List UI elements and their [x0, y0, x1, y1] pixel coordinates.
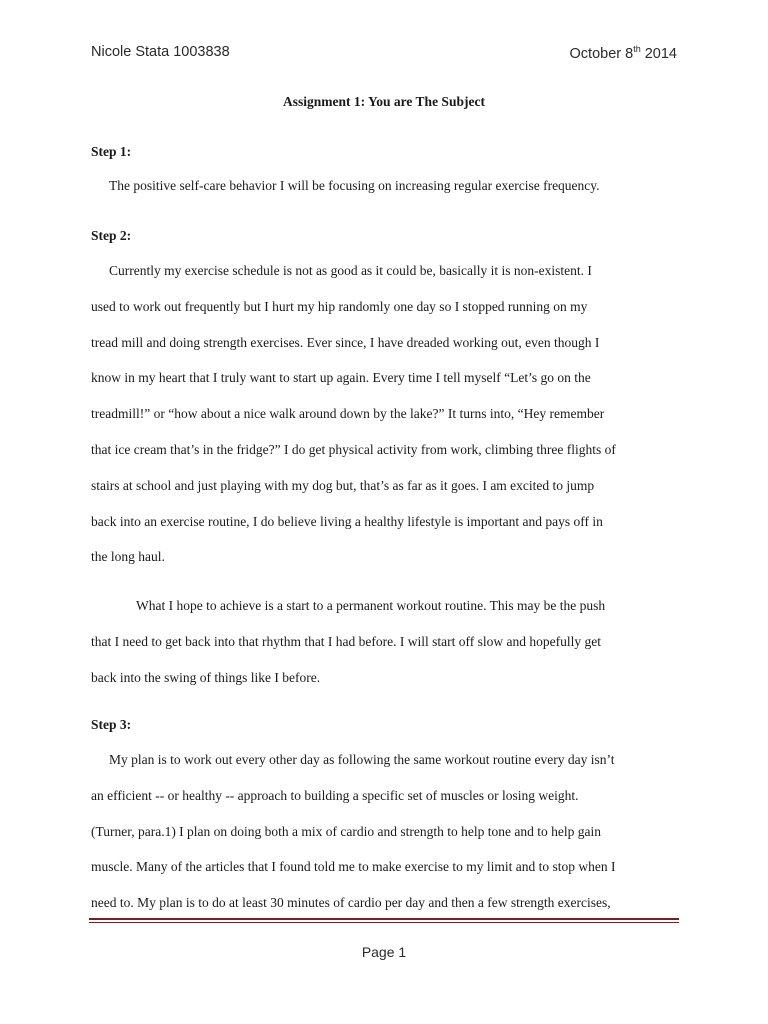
footer-divider-thin — [89, 922, 679, 923]
header-author: Nicole Stata 1003838 — [91, 44, 230, 60]
text-line: that ice cream that’s in the fridge?” I do get physical activity from work, climbing three flights of — [91, 441, 616, 457]
text-line: need to. My plan is to do at least 30 minutes of cardio per day and then a few strength exercises, — [91, 895, 611, 911]
text-line: know in my heart that I truly want to start up again. Every time I tell myself “Let’s go on the — [91, 370, 591, 386]
step2-paragraph-1 — [91, 253, 691, 575]
step1-paragraph — [91, 168, 691, 204]
text-line: the long haul. — [91, 549, 165, 565]
step2-paragraph-2 — [91, 588, 691, 695]
footer-divider-thick — [89, 918, 679, 920]
step2-heading: Step 2: — [91, 228, 132, 243]
header-date-day: October 8 — [569, 45, 634, 62]
step3-paragraph — [91, 742, 691, 921]
header-date — [570, 44, 677, 62]
text-line: muscle. Many of the articles that I found told me to make exercise to my limit and to stop when I — [91, 859, 616, 875]
text-line: that I need to get back into that rhythm that I had before. I will start off slow and hopefully get — [91, 633, 601, 649]
text-line: back into the swing of things like I before. — [91, 669, 321, 685]
step1-heading: Step 1: — [91, 144, 132, 159]
text-line: back into an exercise routine, I do believe living a healthy lifestyle is important and pays off in — [91, 513, 603, 529]
header-date-ordinal: th — [633, 44, 641, 54]
text-line: (Turner, para.1) I plan on doing both a mix of cardio and strength to help tone and to help gain — [91, 823, 601, 839]
text-line: tread mill and doing strength exercises. Ever since, I have dreaded working out, even though I — [91, 334, 600, 350]
document-title: Assignment 1: You are The Subject — [283, 94, 485, 109]
text-line: My plan is to work out every other day as following the same workout routine every day isn’t — [109, 752, 615, 767]
text-line: Currently my exercise schedule is not as good as it could be, basically it is non-existent. I — [109, 263, 592, 278]
text-line: treadmill!” or “how about a nice walk around down by the lake?” It turns into, “Hey remember — [91, 406, 605, 422]
text-line: an efficient -- or healthy -- approach to building a specific set of muscles or losing weight. — [91, 787, 579, 803]
text-line: used to work out frequently but I hurt my hip randomly one day so I stopped running on my — [91, 298, 588, 314]
text-line: The positive self-care behavior I will be focusing on increasing regular exercise frequency. — [109, 178, 600, 193]
step3-heading: Step 3: — [91, 717, 132, 732]
text-line: stairs at school and just playing with my dog but, that’s as far as it goes. I am excited to jump — [91, 477, 595, 493]
header-date-year: 2014 — [640, 45, 677, 62]
page-number: Page 1 — [361, 944, 407, 960]
text-line: What I hope to achieve is a start to a permanent workout routine. This may be the push — [136, 598, 606, 613]
